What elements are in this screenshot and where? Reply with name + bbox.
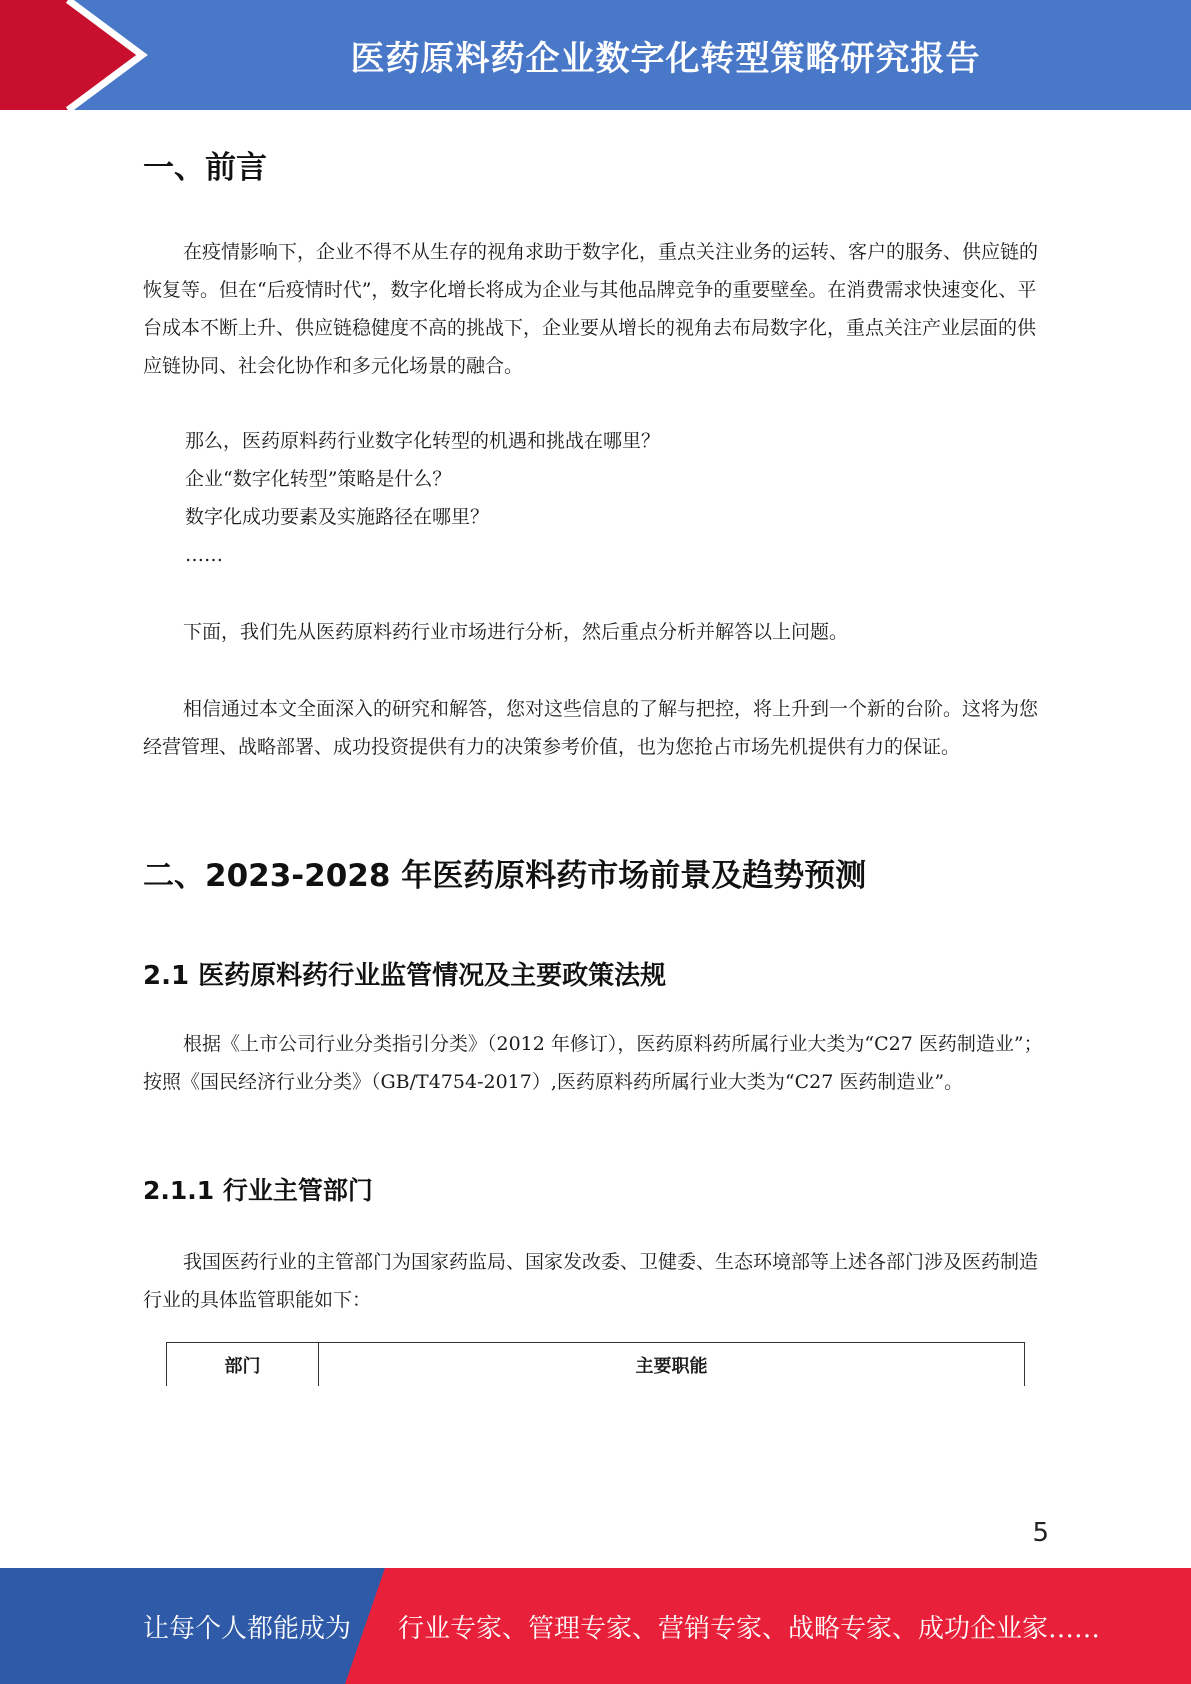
question-item: 那么，医药原料药行业数字化转型的机遇和挑战在哪里？ [185,430,661,452]
question-item: …… [185,544,223,566]
section-heading-forecast: 二、2023-2028 年医药原料药市场前景及趋势预测 [143,858,867,894]
paragraph-value: 相信通过本文全面深入的研究和解答，您对这些信息的了解与把控，将上升到一个新的台阶。这将为您经营管理、战略部署、成功投资提供有力的决策参考价值，也为您抢占市场先机提供有力的保证。 [143,698,1039,758]
footer-slogan-left: 让每个人都能成为 [143,1614,352,1644]
question-item: 企业“数字化转型”策略是什么？ [185,468,452,490]
table-header-department: 部门 [167,1343,319,1386]
report-title: 医药原料药企业数字化转型策略研究报告 [350,38,981,79]
table-header-duties: 主要职能 [635,1355,708,1377]
section-heading-preface: 一、前言 [143,150,267,186]
footer-slogan-right: 行业专家、管理专家、营销专家、战略专家、成功企业家…… [398,1614,1101,1644]
paragraph-intro: 在疫情影响下，企业不得不从生存的视角求助于数字化，重点关注业务的运转、客户的服务、供应链的恢复等。但在“后疫情时代”，数字化增长将成为企业与其他品牌竞争的重要壁垒。在消费需求快速变化、平台成本不断上升、供应链稳健度不高的挑战下，企业要从增长的视角去布局数字化，重点关注产业层面的供应链协同、社会化协作和多元化场景的融合。 [143,241,1039,377]
paragraph-analysis-intro: 下面，我们先从医药原料药行业市场进行分析，然后重点分析并解答以上问题。 [183,621,849,643]
subsection-heading-authorities: 2.1.1 行业主管部门 [143,1176,373,1205]
paragraph-authorities: 我国医药行业的主管部门为国家药监局、国家发改委、卫健委、生态环境部等上述各部门涉及医药制造行业的具体监管职能如下： [143,1251,1039,1311]
authority-table-header [166,1342,1025,1386]
paragraph-classification: 根据《上市公司行业分类指引分类》（2012 年修订），医药原料药所属行业大类为“C27 医药制造业”；按照《国民经济行业分类》（GB/T4754-2017）,医药原料药所属行业大类为“C27 医药制造业”。 [143,1033,1043,1093]
question-list [185,422,660,574]
subsection-heading-regulation: 2.1 医药原料药行业监管情况及主要政策法规 [143,961,667,991]
header-chevron-decoration [0,0,160,110]
question-item: 数字化成功要素及实施路径在哪里？ [185,506,490,528]
page-number: 5 [1032,1518,1049,1548]
